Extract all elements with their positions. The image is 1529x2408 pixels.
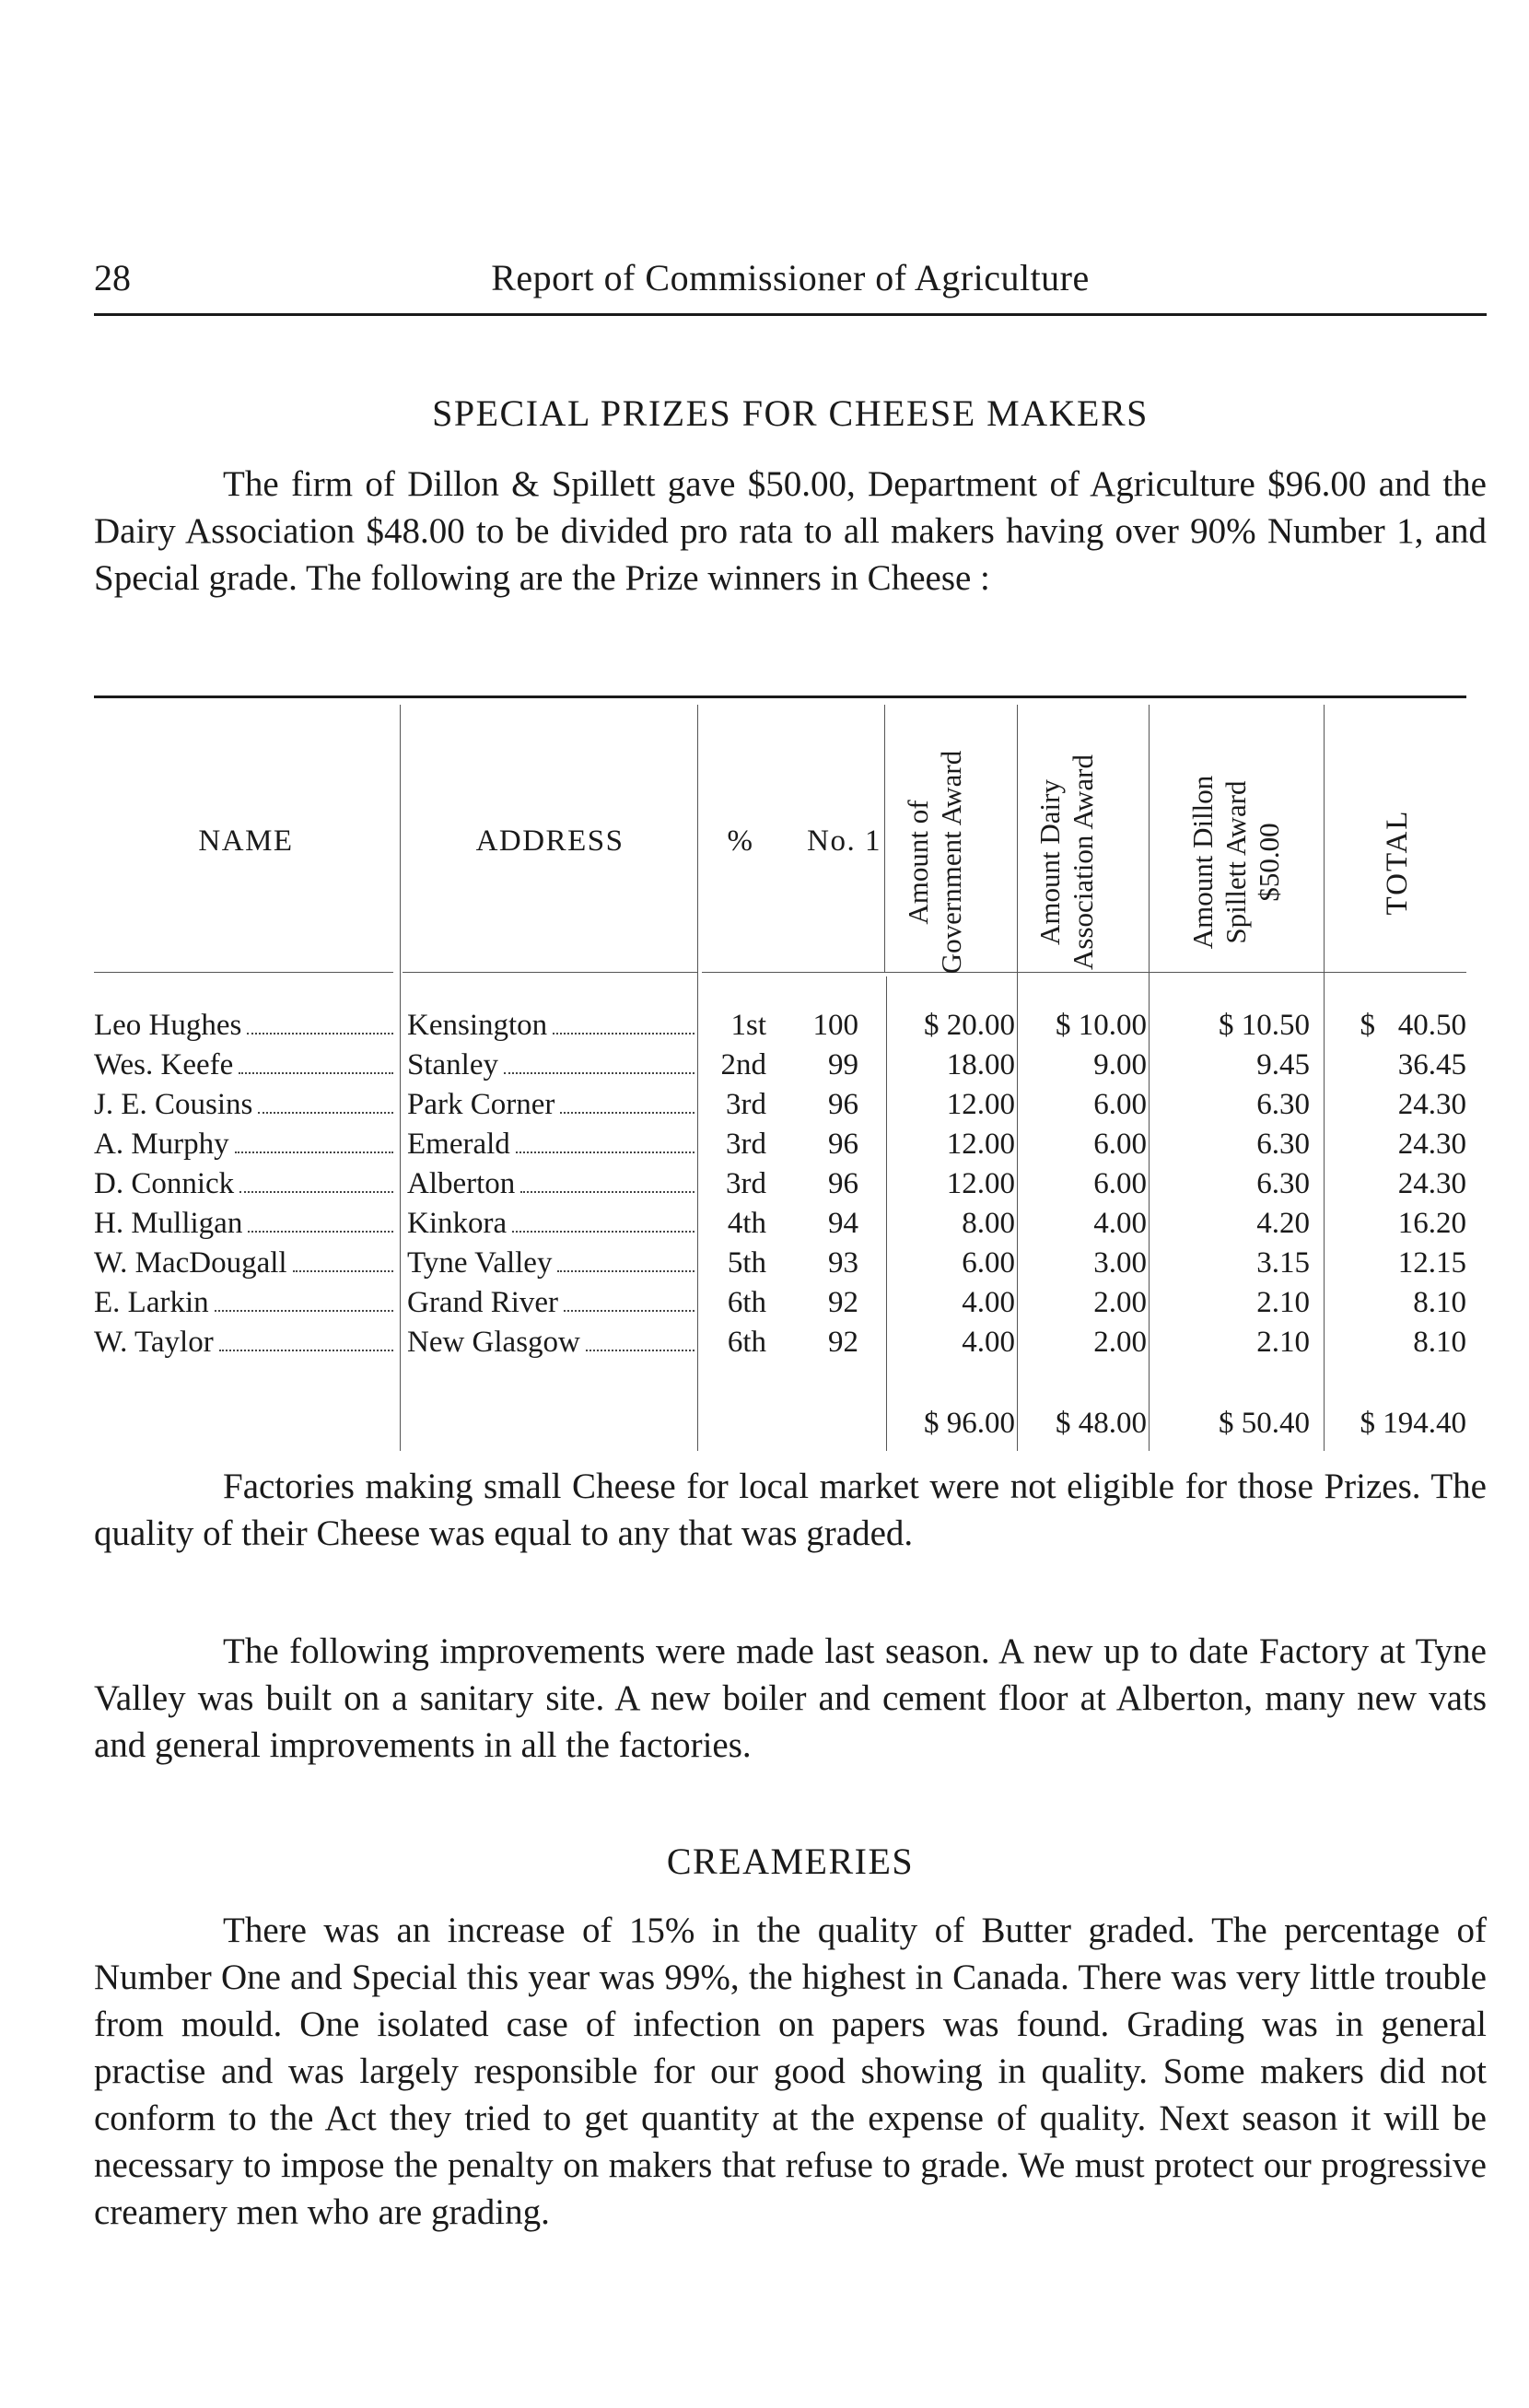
dot-leader bbox=[215, 1310, 393, 1312]
column-header-government-award: Amount of Government Award bbox=[902, 750, 967, 975]
cell-text: Leo Hughes bbox=[94, 1009, 242, 1042]
cell-pct: 3rd bbox=[726, 1128, 766, 1161]
cell-text: E. Larkin bbox=[94, 1286, 209, 1319]
column-header-no1: No. 1 bbox=[807, 824, 881, 858]
cell-address bbox=[407, 1326, 694, 1360]
cell-gov: 18.00 bbox=[946, 1048, 1015, 1081]
cell-dairy: 6.00 bbox=[1093, 1167, 1147, 1200]
cell-dillon: 3.15 bbox=[1256, 1246, 1310, 1280]
dot-leader bbox=[520, 1191, 694, 1193]
cell-total: 12.15 bbox=[1397, 1246, 1466, 1280]
cell-dairy: 6.00 bbox=[1093, 1128, 1147, 1161]
cell-name bbox=[94, 1246, 393, 1280]
cell-text: Alberton bbox=[407, 1167, 516, 1200]
cell-no1: 100 bbox=[812, 1009, 858, 1042]
cell-dillon: $ 10.50 bbox=[1219, 1009, 1310, 1042]
cell-dillon: 6.30 bbox=[1256, 1128, 1310, 1161]
header-rule-name bbox=[94, 972, 393, 973]
cell-address bbox=[407, 1048, 694, 1082]
cell-text: D. Connick bbox=[94, 1167, 235, 1200]
cell-address bbox=[407, 1246, 694, 1280]
cell-pct: 4th bbox=[727, 1207, 766, 1240]
dot-leader bbox=[586, 1350, 694, 1351]
cell-dillon: 2.10 bbox=[1256, 1286, 1310, 1319]
dot-leader bbox=[235, 1151, 393, 1153]
cell-address bbox=[407, 1167, 694, 1201]
cell-text: New Glasgow bbox=[407, 1326, 580, 1359]
column-divider bbox=[1149, 705, 1150, 1451]
cell-dairy: 6.00 bbox=[1093, 1088, 1147, 1121]
cell-text: W. Taylor bbox=[94, 1326, 214, 1359]
cell-no1: 99 bbox=[828, 1048, 858, 1081]
cell-dillon: 6.30 bbox=[1256, 1088, 1310, 1121]
cell-name bbox=[94, 1009, 393, 1043]
cell-address bbox=[407, 1286, 694, 1320]
cell-gov: $ 20.00 bbox=[924, 1009, 1015, 1042]
cell-text: Kinkora bbox=[407, 1207, 508, 1240]
cell-text: A. Murphy bbox=[94, 1128, 229, 1161]
cell-gov: 8.00 bbox=[962, 1207, 1015, 1240]
dot-leader bbox=[293, 1270, 393, 1272]
intro-paragraph: The firm of Dillon & Spillett gave $50.00, Department of Agriculture $96.00 and the Dairy Association $48.00 to be divided pro rata to all makers having over 90% Number 1, and Special grade. The following are the Prize winners in Cheese : bbox=[94, 464, 1487, 598]
cell-dairy: 9.00 bbox=[1093, 1048, 1147, 1081]
cell-no1: 92 bbox=[828, 1286, 858, 1319]
cell-no1: 96 bbox=[828, 1167, 858, 1200]
header-rule-address bbox=[403, 972, 697, 973]
dot-leader bbox=[512, 1231, 694, 1233]
total-grand: $ 194.40 bbox=[1360, 1407, 1466, 1440]
running-header bbox=[94, 249, 1487, 316]
dot-leader bbox=[239, 1072, 393, 1074]
cell-no1: 94 bbox=[828, 1207, 858, 1240]
column-divider bbox=[400, 705, 401, 1451]
cell-pct: 3rd bbox=[726, 1088, 766, 1121]
column-divider bbox=[886, 976, 887, 1451]
cell-text: Kensington bbox=[407, 1009, 548, 1042]
cell-total: 8.10 bbox=[1413, 1326, 1466, 1359]
cell-no1: 96 bbox=[828, 1088, 858, 1121]
cell-text: Wes. Keefe bbox=[94, 1048, 234, 1081]
column-header-dillon-spillett-award: Amount Dillon Spillett Award $50.00 bbox=[1186, 775, 1285, 950]
cell-total: 24.30 bbox=[1397, 1088, 1466, 1121]
column-header-total: TOTAL bbox=[1381, 809, 1414, 916]
column-header-percent: % bbox=[727, 824, 754, 858]
cell-name bbox=[94, 1326, 393, 1360]
total-dillon: $ 50.40 bbox=[1219, 1407, 1310, 1440]
cell-name bbox=[94, 1286, 393, 1320]
cell-address bbox=[407, 1009, 694, 1043]
cell-text: Emerald bbox=[407, 1128, 510, 1161]
cell-no1: 93 bbox=[828, 1246, 858, 1280]
cell-text: H. Mulligan bbox=[94, 1207, 243, 1240]
dot-leader bbox=[553, 1033, 694, 1035]
table-top-rule bbox=[94, 696, 1466, 698]
dot-leader bbox=[516, 1151, 694, 1153]
column-header-dairy-association-award: Amount Dairy Association Award bbox=[1033, 754, 1099, 970]
cell-text: Tyne Valley bbox=[407, 1246, 553, 1280]
cell-total: $ 40.50 bbox=[1360, 1009, 1466, 1042]
dot-leader bbox=[247, 1033, 393, 1035]
cell-dairy: 2.00 bbox=[1093, 1326, 1147, 1359]
cell-gov: 4.00 bbox=[962, 1326, 1015, 1359]
cell-pct: 2nd bbox=[720, 1048, 766, 1081]
dot-leader bbox=[258, 1112, 393, 1114]
cell-total: 8.10 bbox=[1413, 1286, 1466, 1319]
cell-name bbox=[94, 1128, 393, 1162]
cell-address bbox=[407, 1088, 694, 1122]
cell-total: 16.20 bbox=[1397, 1207, 1466, 1240]
factories-paragraph: Factories making small Cheese for local market were not eligible for those Prizes. The quality of their Cheese was equal to any that was graded. bbox=[94, 1467, 1487, 1553]
cell-dillon: 4.20 bbox=[1256, 1207, 1310, 1240]
page-number: 28 bbox=[94, 257, 131, 298]
cell-gov: 12.00 bbox=[946, 1167, 1015, 1200]
column-header-name: NAME bbox=[198, 824, 294, 858]
column-divider bbox=[1017, 705, 1018, 1451]
cell-dillon: 6.30 bbox=[1256, 1167, 1310, 1200]
prize-table bbox=[94, 696, 1487, 1446]
dot-leader bbox=[248, 1231, 393, 1233]
cell-dairy: $ 10.00 bbox=[1056, 1009, 1147, 1042]
dot-leader bbox=[557, 1270, 694, 1272]
cell-dillon: 2.10 bbox=[1256, 1326, 1310, 1359]
dot-leader bbox=[239, 1191, 393, 1193]
cell-pct: 6th bbox=[727, 1326, 766, 1359]
column-header-address: ADDRESS bbox=[475, 824, 624, 858]
cell-name bbox=[94, 1207, 393, 1241]
cell-name bbox=[94, 1088, 393, 1122]
cell-dillon: 9.45 bbox=[1256, 1048, 1310, 1081]
cell-pct: 6th bbox=[727, 1286, 766, 1319]
cell-pct: 5th bbox=[727, 1246, 766, 1280]
dot-leader bbox=[560, 1112, 694, 1114]
cell-dairy: 3.00 bbox=[1093, 1246, 1147, 1280]
cell-total: 36.45 bbox=[1397, 1048, 1466, 1081]
cell-no1: 96 bbox=[828, 1128, 858, 1161]
dot-leader bbox=[564, 1310, 694, 1312]
section-title-creameries: CREAMERIES bbox=[666, 1841, 915, 1882]
cell-gov: 12.00 bbox=[946, 1128, 1015, 1161]
cell-address bbox=[407, 1128, 694, 1162]
section-title-cheese-prizes: SPECIAL PRIZES FOR CHEESE MAKERS bbox=[432, 392, 1149, 434]
total-dairy: $ 48.00 bbox=[1056, 1407, 1147, 1440]
cell-pct: 1st bbox=[730, 1009, 766, 1042]
cell-text: J. E. Cousins bbox=[94, 1088, 253, 1121]
cell-text: Stanley bbox=[407, 1048, 498, 1081]
creameries-paragraph: There was an increase of 15% in the quality of Butter graded. The percentage of Number One and Special this year was 99%, the highest in Canada. There was very little trouble from mould. One isolated case of infection on papers was found. Grading was in general practise and was largely responsible for our good showing in quality. Some makers did not conform to the Act they tried to get quantity at the expense of quality. Next season it will be necessary to impose the penalty on makers that refuse to grade. We must protect our progressive creamery men who are grading. bbox=[94, 1911, 1487, 2232]
running-title: Report of Commissioner of Agriculture bbox=[491, 257, 1090, 298]
cell-text: Park Corner bbox=[407, 1088, 555, 1121]
cell-dairy: 4.00 bbox=[1093, 1207, 1147, 1240]
cell-no1: 92 bbox=[828, 1326, 858, 1359]
dot-leader bbox=[219, 1350, 393, 1351]
total-government: $ 96.00 bbox=[924, 1407, 1015, 1440]
column-divider bbox=[697, 705, 698, 1451]
dot-leader bbox=[504, 1072, 694, 1074]
cell-name bbox=[94, 1167, 393, 1201]
cell-gov: 12.00 bbox=[946, 1088, 1015, 1121]
cell-gov: 6.00 bbox=[962, 1246, 1015, 1280]
cell-dairy: 2.00 bbox=[1093, 1286, 1147, 1319]
improvements-paragraph: The following improvements were made last season. A new up to date Factory at Tyne Valley was built on a sanitary site. A new boiler and cement floor at Alberton, many new vats and general improvements in all the factories. bbox=[94, 1631, 1487, 1765]
column-divider bbox=[884, 705, 885, 972]
cell-name bbox=[94, 1048, 393, 1082]
cell-text: Grand River bbox=[407, 1286, 559, 1319]
cell-pct: 3rd bbox=[726, 1167, 766, 1200]
cell-total: 24.30 bbox=[1397, 1167, 1466, 1200]
column-divider bbox=[1324, 705, 1325, 1451]
cell-text: W. MacDougall bbox=[94, 1246, 287, 1280]
cell-gov: 4.00 bbox=[962, 1286, 1015, 1319]
cell-total: 24.30 bbox=[1397, 1128, 1466, 1161]
cell-address bbox=[407, 1207, 694, 1241]
